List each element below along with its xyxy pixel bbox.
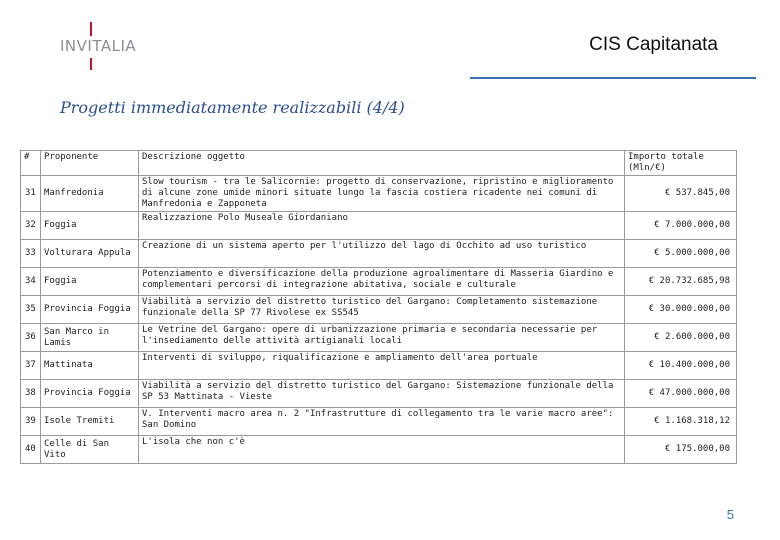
- row-number: 37: [21, 352, 41, 380]
- row-importo: € 5.000.000,00: [625, 240, 737, 268]
- row-number: 35: [21, 296, 41, 324]
- row-proponente: Isole Tremiti: [41, 408, 139, 436]
- table-row: [21, 380, 737, 408]
- row-descrizione: Viabilità a servizio del distretto turistico del Gargano: Sistemazione funzionale della SP 53 Mattinata - Vieste: [139, 380, 625, 408]
- row-descrizione: Realizzazione Polo Museale Giordaniano: [139, 212, 625, 240]
- table-header-row: [21, 151, 737, 176]
- row-importo: € 7.000.000,00: [625, 212, 737, 240]
- table-row: [21, 240, 737, 268]
- header-descrizione: Descrizione oggetto: [139, 151, 625, 176]
- row-importo: € 537.845,00: [625, 176, 737, 212]
- row-proponente: Volturara Appula: [41, 240, 139, 268]
- row-descrizione: L'isola che non c'è: [139, 436, 625, 464]
- header-proponente: Proponente: [41, 151, 139, 176]
- row-proponente: Foggia: [41, 212, 139, 240]
- row-number: 39: [21, 408, 41, 436]
- row-descrizione: Interventi di sviluppo, riqualificazione e ampliamento dell'area portuale: [139, 352, 625, 380]
- table-row: [21, 324, 737, 352]
- table-row: [21, 268, 737, 296]
- page-number: 5: [726, 507, 734, 522]
- header-importo: Importo totale (Mln/€): [625, 151, 737, 176]
- row-number: 36: [21, 324, 41, 352]
- table-row: [21, 176, 737, 212]
- row-proponente: Celle di San Vito: [41, 436, 139, 464]
- row-proponente: Provincia Foggia: [41, 296, 139, 324]
- row-importo: € 2.600.000,00: [625, 324, 737, 352]
- row-importo: € 10.400.000,00: [625, 352, 737, 380]
- row-number: 33: [21, 240, 41, 268]
- row-descrizione: Slow tourism - tra le Salicornie: progetto di conservazione, ripristino e miglioramento di alcune zone umide minori situate lungo la fascia costiera ricadente nei comuni di Manfredonia e Zapponeta: [139, 176, 625, 212]
- table-row: [21, 408, 737, 436]
- row-descrizione: Creazione di un sistema aperto per l'utilizzo del lago di Occhito ad uso turistico: [139, 240, 625, 268]
- row-descrizione: Viabilità a servizio del distretto turistico del Gargano: Completamento sistemazione funzionale della SP 77 Rivolese ex SS545: [139, 296, 625, 324]
- row-descrizione: Le Vetrine del Gargano: opere di urbanizzazione primaria e secondaria necessarie per l'insediamento delle attività artigianali locali: [139, 324, 625, 352]
- header-divider: [470, 77, 756, 79]
- row-importo: € 20.732.685,98: [625, 268, 737, 296]
- row-importo: € 30.000.000,00: [625, 296, 737, 324]
- table-row: [21, 352, 737, 380]
- invitalia-logo: [60, 22, 150, 72]
- row-proponente: Manfredonia: [41, 176, 139, 212]
- row-number: 31: [21, 176, 41, 212]
- row-proponente: Foggia: [41, 268, 139, 296]
- table-row: [21, 436, 737, 464]
- row-number: 40: [21, 436, 41, 464]
- row-importo: € 175.000,00: [625, 436, 737, 464]
- table-row: [21, 296, 737, 324]
- row-descrizione: V. Interventi macro area n. 2 "Infrastrutture di collegamento tra le varie macro aree": San Domino: [139, 408, 625, 436]
- logo-bar-top: [90, 22, 92, 36]
- row-proponente: Mattinata: [41, 352, 139, 380]
- page-title: CIS Capitanata: [589, 34, 718, 55]
- section-subtitle: Progetti immediatamente realizzabili (4/4): [60, 98, 405, 117]
- logo-bar-bottom: [90, 58, 92, 70]
- row-number: 38: [21, 380, 41, 408]
- header-num: #: [21, 151, 41, 176]
- row-descrizione: Potenziamento e diversificazione della produzione agroalimentare di Masseria Giardino e complementari percorsi di integrazione abitativa, sociale e culturale: [139, 268, 625, 296]
- logo-text: INVITALIA: [60, 37, 137, 55]
- projects-table: [20, 150, 737, 464]
- table-row: [21, 212, 737, 240]
- row-number: 34: [21, 268, 41, 296]
- row-importo: € 1.168.318,12: [625, 408, 737, 436]
- row-proponente: Provincia Foggia: [41, 380, 139, 408]
- row-proponente: San Marco in Lamis: [41, 324, 139, 352]
- row-importo: € 47.000.000,00: [625, 380, 737, 408]
- row-number: 32: [21, 212, 41, 240]
